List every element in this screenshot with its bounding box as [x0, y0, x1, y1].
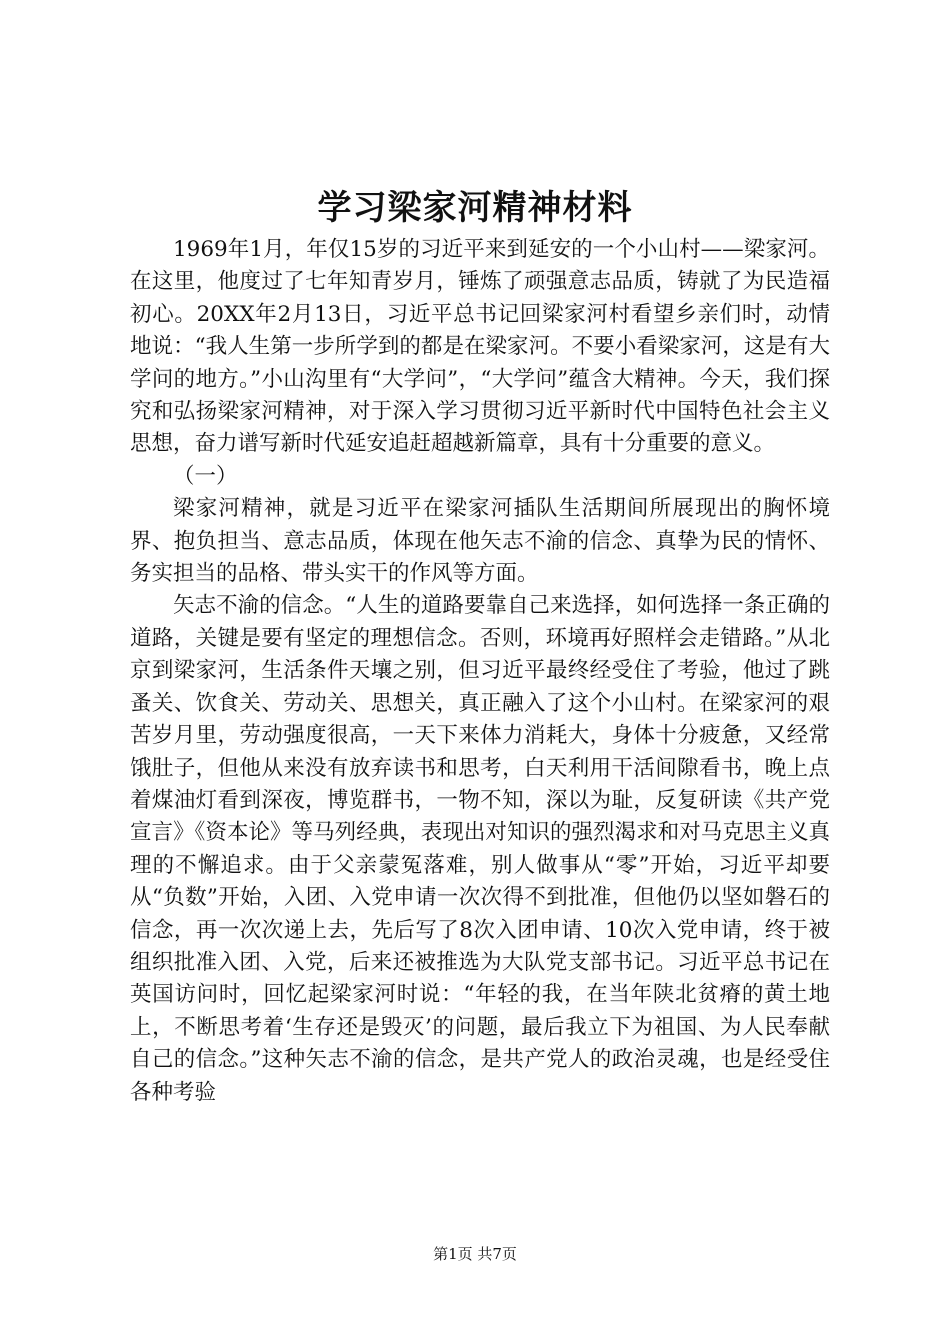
paragraph-belief: 矢志不渝的信念。“人生的道路要靠自己来选择，如何选择一条正确的道路，关键是要有坚定的理想信念。否则，环境再好照样会走错路。”从北京到梁家河，生活条件天壤之别，但习近平最终经受住了考验，他过了跳蚤关、饮食关、劳动关、思想关，真正融入了这个小山村。在梁家河的艰苦岁月里，劳动强度很高，一天下来体力消耗大，身体十分疲惫，又经常饿肚子，但他从来没有放弃读书和思考，白天利用干活间隙看书，晚上点着煤油灯看到深夜，博览群书，一物不知，深以为耻，反复研读《共产党宣言》《资本论》等马列经典，表现出对知识的强烈渴求和对马克思主义真理的不懈追求。由于父亲蒙冤落难，别人做事从“零”开始，习近平却要从“负数”开始，入团、入党申请一次次得不到批准，但他仍以坚如磐石的信念，再一次次递上去，先后写了8次入团申请、10次入党申请，终于被组织批准入团、入党，后来还被推选为大队党支部书记。习近平总书记在英国访问时，回忆起梁家河时说：“年轻的我，在当年陕北贫瘠的黄土地上，不断思考着‘生存还是毁灭’的问题，最后我立下为祖国、为人民奉献自己的信念。”这种矢志不渝的信念，是共产党人的政治灵魂，也是经受住各种考验	[130, 593, 830, 1105]
page-number-footer: 第1页 共7页	[433, 1245, 517, 1263]
paragraph-definition: 梁家河精神，就是习近平在梁家河插队生活期间所展现出的胸怀境界、抱负担当、意志品质，体现在他矢志不渝的信念、真挚为民的情怀、务实担当的品格、带头实干的作风等方面。	[130, 496, 830, 587]
document-title: 学习梁家河精神材料	[317, 188, 633, 228]
document-body	[130, 234, 830, 1109]
paragraph-intro: 1969年1月，年仅15岁的习近平来到延安的一个小山村——梁家河。在这里，他度过了七年知青岁月，锤炼了顽强意志品质，铸就了为民造福初心。20XX年2月13日，习近平总书记回梁家河村看望乡亲们时，动情地说：“我人生第一步所学到的都是在梁家河。不要小看梁家河，这是有大学问的地方。”小山沟里有“大学问”，“大学问”蕴含大精神。今天，我们探究和弘扬梁家河精神，对于深入学习贯彻习近平新时代中国特色社会主义思想，奋力谱写新时代延安追赶超越新篇章，具有十分重要的意义。	[130, 237, 830, 457]
section-heading-one: （一）	[173, 463, 238, 489]
